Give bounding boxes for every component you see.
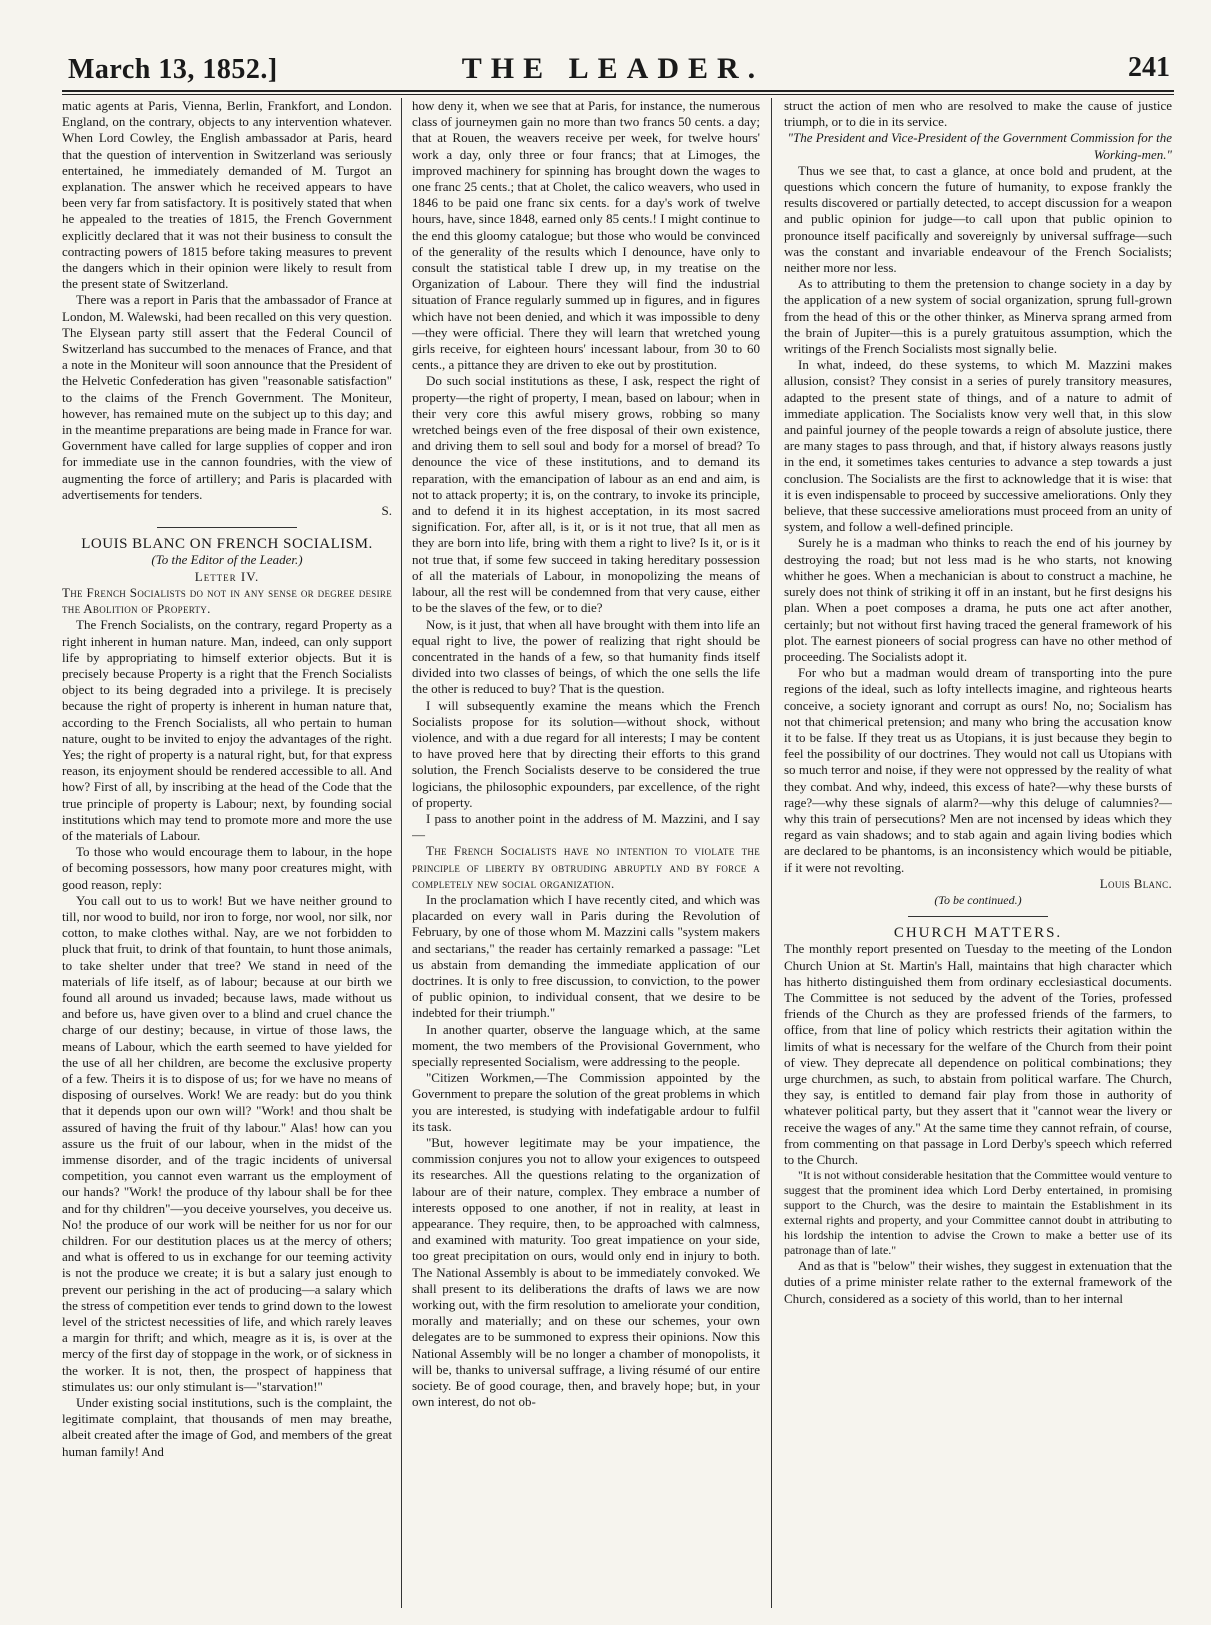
article-subheading: (To the Editor of the Leader.) [151, 552, 303, 568]
page-number: 241 [1128, 52, 1170, 83]
section-rule [157, 527, 297, 528]
column-2 [412, 98, 760, 1613]
masthead-rule-thick [62, 90, 1174, 92]
paragraph: There was a report in Paris that the ambassador of France at London, M. Walewski, had been recalled on this very question. The Elysean party still assert that the Federal Council of Switzerland has succumbed to the menaces of France, and that a note in the Moniteur will soon announce that the President of the Helvetic Confederation has given "reasonable satisfaction" to the claims of the French Government. The Moniteur, however, has remained mute on the subject up to this day; and in the meantime preparations are being made in France for war. Government have called for large supplies of copper and iron for immediate use in the cannon foundries, with the view of augmenting the force of artillery; and Paris is placarded with advertisements for tenders. [62, 292, 392, 502]
paragraph: The French Socialists, on the contrary, regard Property as a right inherent in human nature. Man, indeed, can only support life by appropriating to himself exterior objects. But it is precisely because Property is a right that the French Socialists object to its being degraded into a privilege. It is precisely because the right of property is inherent in human nature that, according to the French Socialists, all who pertain to human nature, ought to be invited to enjoy the advantages of the right. Yes; the right of property is a natural right, but, for that express reason, its enjoyment should be rendered accessible to all. And how? First of all, by inscribing at the head of the Code that the true principle of property is Labour; next, by founding social institutions which may tend to promote more and more the use of the materials of Labour. [62, 617, 392, 843]
column-divider [771, 98, 772, 1608]
paragraph: "Citizen Workmen,—The Commission appointed by the Government to prepare the solution of the great problems in which you are interested, is studying with indefatigable ardour to fulfil its task. [412, 1070, 760, 1134]
paragraph: Surely he is a madman who thinks to reach the end of his journey by destroying the road; but not less mad is he who starts, not knowing whither he goes. When a mechanician is about to construct a machine, he surely does not think of striking it off in an instant, but he first designs his plan. When a poet composes a drama, he puts one act after another, certainly; but not without first having traced the general framework of his plot. The earnest pioneers of social progress can have no other method of proceeding. The Socialists adopt it. [784, 535, 1172, 664]
paragraph: You call out to us to work! But we have neither ground to till, nor wood to build, nor iron to forge, nor wool, nor silk, nor cotton, to make clothes withal. Nay, are we not forbidden to pluck that fruit, to drink of that fountain, to hunt those animals, to take shelter under that tree? We stand in need of the materials of life itself, as of labour; because at our birth we found all around us invaded; because laws, made without us and before us, have given over to a blind and cruel chance the charge of our destiny; because, in virtue of those laws, the means of Labour, which the earth seemed to have yielded for the use of all her children, are become the exclusive property of a few. Theirs it is to dispose of us; for we have no means of disposing of ourselves. Work! We are ready: but do you think that it depends upon our own will? "Work! and thou shalt be assured of having the fruit of thy labour." Alas! how can you assure us the fruit of our labour, when in the midst of the immense disorder, and of the tragic incidents of universal competition, you cannot even warrant us the employment of our hands? "Work! the produce of thy labour shall be for thee and for thy children"—you deceive yourselves, you deceive us. No! the produce of our work will be neither for us nor for our children. For our destitution places us at the mercy of others; and what is offered to us in exchange for our teeming activity is not the produce we create; it is but a salary just enough to prevent our perishing in the act of producing—a salary which the stress of competition ever tends to grind down to the lowest level of the strictest necessities of life, and which rarely leaves a margin for thrift; and which, meagre as it is, is over at the mercy of the first day of stoppage in the work, or of sickness in the worker. It is not, then, the prospect of happiness that stimulates us: our only stimulant is—"starvation!" [62, 892, 392, 1394]
article-heading: CHURCH MATTERS. [893, 925, 1063, 942]
section-rule [908, 916, 1048, 917]
quoted-paragraph: "It is not without considerable hesitation that the Committee would venture to suggest that the prominent idea which Lord Derby entertained, in promising support to the Church, was the desire to maintain the Establishment in its external rights and property, and your Committee cannot doubt in attributing to his lordship the intention to advise the Crown to make a better use of its patronage than of late." [784, 1168, 1172, 1258]
attribution: "The President and Vice-President of the Government Commission for the Working-men." [787, 130, 1172, 162]
signature: Louis Blanc. [1099, 875, 1172, 891]
column-divider [401, 98, 402, 1608]
signature: S. [381, 503, 392, 519]
paragraph: "But, however legitimate may be your impatience, the commission conjures you not to allow your exigences to outspeed its researches. All the questions relating to the organization of labour are of their nature, complex. They embrace a number of interests opposed to one another, if not in reality, at least in appearance. They require, then, to be approached with calmness, and examined with maturity. Too great impatience on your side, too great precipitation on ours, would only end in injury to both. The National Assembly is about to be immediately convoked. We shall present to its deliberations the drafts of laws we are now working out, with the firm resolution to ameliorate your condition, morally and materially; and on these our schemes, your own delegates are to be summoned to express their opinions. Now this National Assembly will be no longer a chamber of monopolists, it will be, thanks to universal suffrage, a living résumé of our entire society. Be of good courage, then, and bravely hope; but, in your own interest, do not ob- [412, 1135, 760, 1410]
section-title: The French Socialists have no intention to violate the principle of liberty by obtruding abruptly and by force a completely new social organization. [412, 843, 760, 891]
paragraph: how deny it, when we see that at Paris, for instance, the numerous class of journeymen gain no more than two francs 50 cents. a day; that at Rouen, the weavers receive per week, for twelve hours' work a day, only three or four francs; that at Limoges, the improved machinery for spinning has brought down the wages to one franc 25 cents.; that at Cholet, the calico weavers, who used in 1846 to be paid one franc six cents. for a day's work of twelve hours, have, since 1848, earned only 85 cents.! I might continue to the end this gloomy catalogue; but those who would be convinced of the generality of the results which I denounce, have only to consult the statistical table I drew up, in my treatise on the Organization of Labour. There they will find the industrial situation of France regularly summed up in figures, and in figures which have not been denied, and which it was impossible to deny—they were official. There they will learn that wretched young girls receive, for eighteen hours' incessant labour, from 30 to 60 cents., a pittance they are driven to eke out by prostitution. [412, 98, 760, 373]
letter-number: Letter IV. [194, 568, 260, 584]
paragraph: For who but a madman would dream of transporting into the pure regions of the ideal, such as lofty intellects imagine, and righteous hearts conceive, a society ignorant and corrupt as ours! No, no; Socialism has not that chimerical pretension; and many who bring the accusation know it to be false. If they treat us as Utopians, it is just because they begin to feel the possibility of our doctrines. They would not call us Utopians with so much terror and noise, if they were not oppressed by the reality of what they combat. And why, indeed, this excess of hate?—why these bursts of rage?—why these signals of alarm?—why this deluge of calumnies?—why this train of persecutions? Men are not incensed by ideas which they regard as vain shadows; and to stab again and again living bodies which are declared to be phantoms, is an inconsistency which would be pitiable, if it were not revolting. [784, 665, 1172, 875]
issue-date: March 13, 1852.] [68, 54, 278, 85]
paragraph: To those who would encourage them to labour, in the hope of becoming possessors, how many poor creatures might, with good reason, reply: [62, 844, 392, 892]
paragraph: In the proclamation which I have recently cited, and which was placarded on every wall in Paris during the Revolution of February, by one of those whom M. Mazzini calls "system makers and sectarians," the reader has certainly remarked a passage: "Let us abstain from demanding the immediate application of our doctrines. It is only to free discussion, to conviction, to the power of public opinion, to individual consent, that we desire to be indebted for their triumph." [412, 891, 760, 1021]
article-heading: LOUIS BLANC ON FRENCH SOCIALISM. [81, 536, 373, 553]
paragraph: I will subsequently examine the means which the French Socialists propose for its solution—without shock, without violence, and with a due regard for all interests; I may be content to have proved here that by directing their efforts to this grand solution, the French Socialists deserve to be considered the true logicians, the philosophic expounders, par excellence, of the right of property. [412, 697, 760, 810]
masthead-rule-thin [62, 94, 1174, 95]
paragraph: The monthly report presented on Tuesday to the meeting of the London Church Union at St. Martin's Hall, maintains that high character which has hitherto distinguished them from ordinary ecclesiastical documents. The Committee is not seduced by the advent of the Tories, professed friends of the Church as they are professed friends of the farmers, to office, from that line of policy which restricts their agitation within the limits of what is necessary for the welfare of the Church from their point of view. They deprecate all dependence on political combinations; they urge churchmen, as such, to abstain from political warfare. The Church, they say, is entitled to demand fair play from those in authority of whatever political party, but they assert that it "cannot wear the livery or receive the wages of any." At the same time they cannot refrain, of course, from commenting on that passage in Lord Derby's speech which referred to the Church. [784, 941, 1172, 1167]
paragraph: matic agents at Paris, Vienna, Berlin, Frankfort, and London. England, on the contrary, objects to any intervention whatever. When Lord Cowley, the English ambassador at Paris, heard that the question of intervention in Switzerland was seriously entertained, he immediately demanded of M. Turgot an explanation. The answer which he received appears to have been very far from satisfactory. It is positively stated that when he appealed to the treaties of 1815, the French Government explicitly declared that it was not their business to consult the contracting powers of 1815 before taking measures to prevent the dangers which in their opinion were likely to result from the present state of Switzerland. [62, 98, 392, 292]
paragraph: Now, is it just, that when all have brought with them into life an equal right to live, the power of realizing that right should be concentrated in the hands of a few, so that humanity finds itself divided into two classes of beings, of which the one sells the life the other is reduced to buy? That is the question. [412, 616, 760, 697]
paragraph: And as that is "below" their wishes, they suggest in extenuation that the duties of a prime minister relate rather to the external framework of the Church, considered as a society of this world, than to her internal [784, 1258, 1172, 1306]
column-1 [62, 98, 392, 1613]
continued-note: (To be continued.) [934, 892, 1022, 907]
newspaper-title: THE LEADER. [461, 52, 765, 85]
paragraph: As to attributing to them the pretension to change society in a day by the application of a new system of social organization, sprung full-grown from the head of this or the other thinker, as Minerva sprang armed from the brain of Jupiter—this is a purely gratuitous assumption, which the writings of the French Socialists most signally belie. [784, 276, 1172, 357]
paragraph: In another quarter, observe the language which, at the same moment, the two members of the Provisional Government, who specially represented Socialism, were addressing to the people. [412, 1021, 760, 1069]
paragraph: struct the action of men who are resolved to make the cause of justice triumph, or to die in its service. [784, 98, 1172, 130]
paragraph: I pass to another point in the address of M. Mazzini, and I say— [412, 810, 760, 843]
paragraph: In what, indeed, do these systems, to which M. Mazzini makes allusion, consist? They consist in a series of purely transitory measures, adapted to the present state of things, and of a nature to admit of immediate application. The Socialists know very well that, in this slow and painful journey of the people towards a reign of absolute justice, there are many stages to pass through, and that, if history always reasons justly in the end, it sometimes takes centuries to advance a step towards a just conclusion. The Socialists are the first to acknowledge that it is wise: that it is even indispensable to proceed by successive ameliorations. Only they believe, that these successive ameliorations must proceed from an unity of system, and follow a well-defined principle. [784, 357, 1172, 535]
paragraph: Thus we see that, to cast a glance, at once bold and prudent, at the questions which concern the future of humanity, to expose frankly the results discovered or partially detected, to accept discussion for a weapon and public opinion for judge—to call upon that public opinion to pronounce itself pacifically and sovereignly by universal suffrage—such was the constant and invariable endeavour of the French Socialists; neither more nor less. [784, 162, 1172, 276]
section-title: The French Socialists do not in any sense or degree desire the Abolition of Property. [62, 584, 392, 617]
masthead [50, 46, 1176, 88]
paragraph: Under existing social institutions, such is the complaint, the legitimate complaint, that thousands of men may breathe, albeit created after the image of God, and members of the great human family! And [62, 1395, 392, 1459]
column-3 [784, 98, 1172, 1613]
paragraph: Do such social institutions as these, I ask, respect the right of property—the right of property, I mean, based on labour; when in their very core this awful misery grows, robbing so many wretched beings even of the free disposal of their own existence, and driving them to sell soul and body for a morsel of bread? To denounce the vice of these institutions, and to demand its reparation, with the emancipation of labour as an end and aim, is not to attack property; it is, on the contrary, to invoke its principle, and to defend it in its highest acceptation, in its most sacred signification. For, after all, is it, or is it not true, that all men as they are born into life, bring with them a right to live? Is it, or is it not true that, if some few succeed in taking hereditary possession of all the materials of Labour, in monopolizing the means of labour, all the rest will be condemned from that very cause, either to be the slaves of the few, or to die? [412, 373, 760, 616]
